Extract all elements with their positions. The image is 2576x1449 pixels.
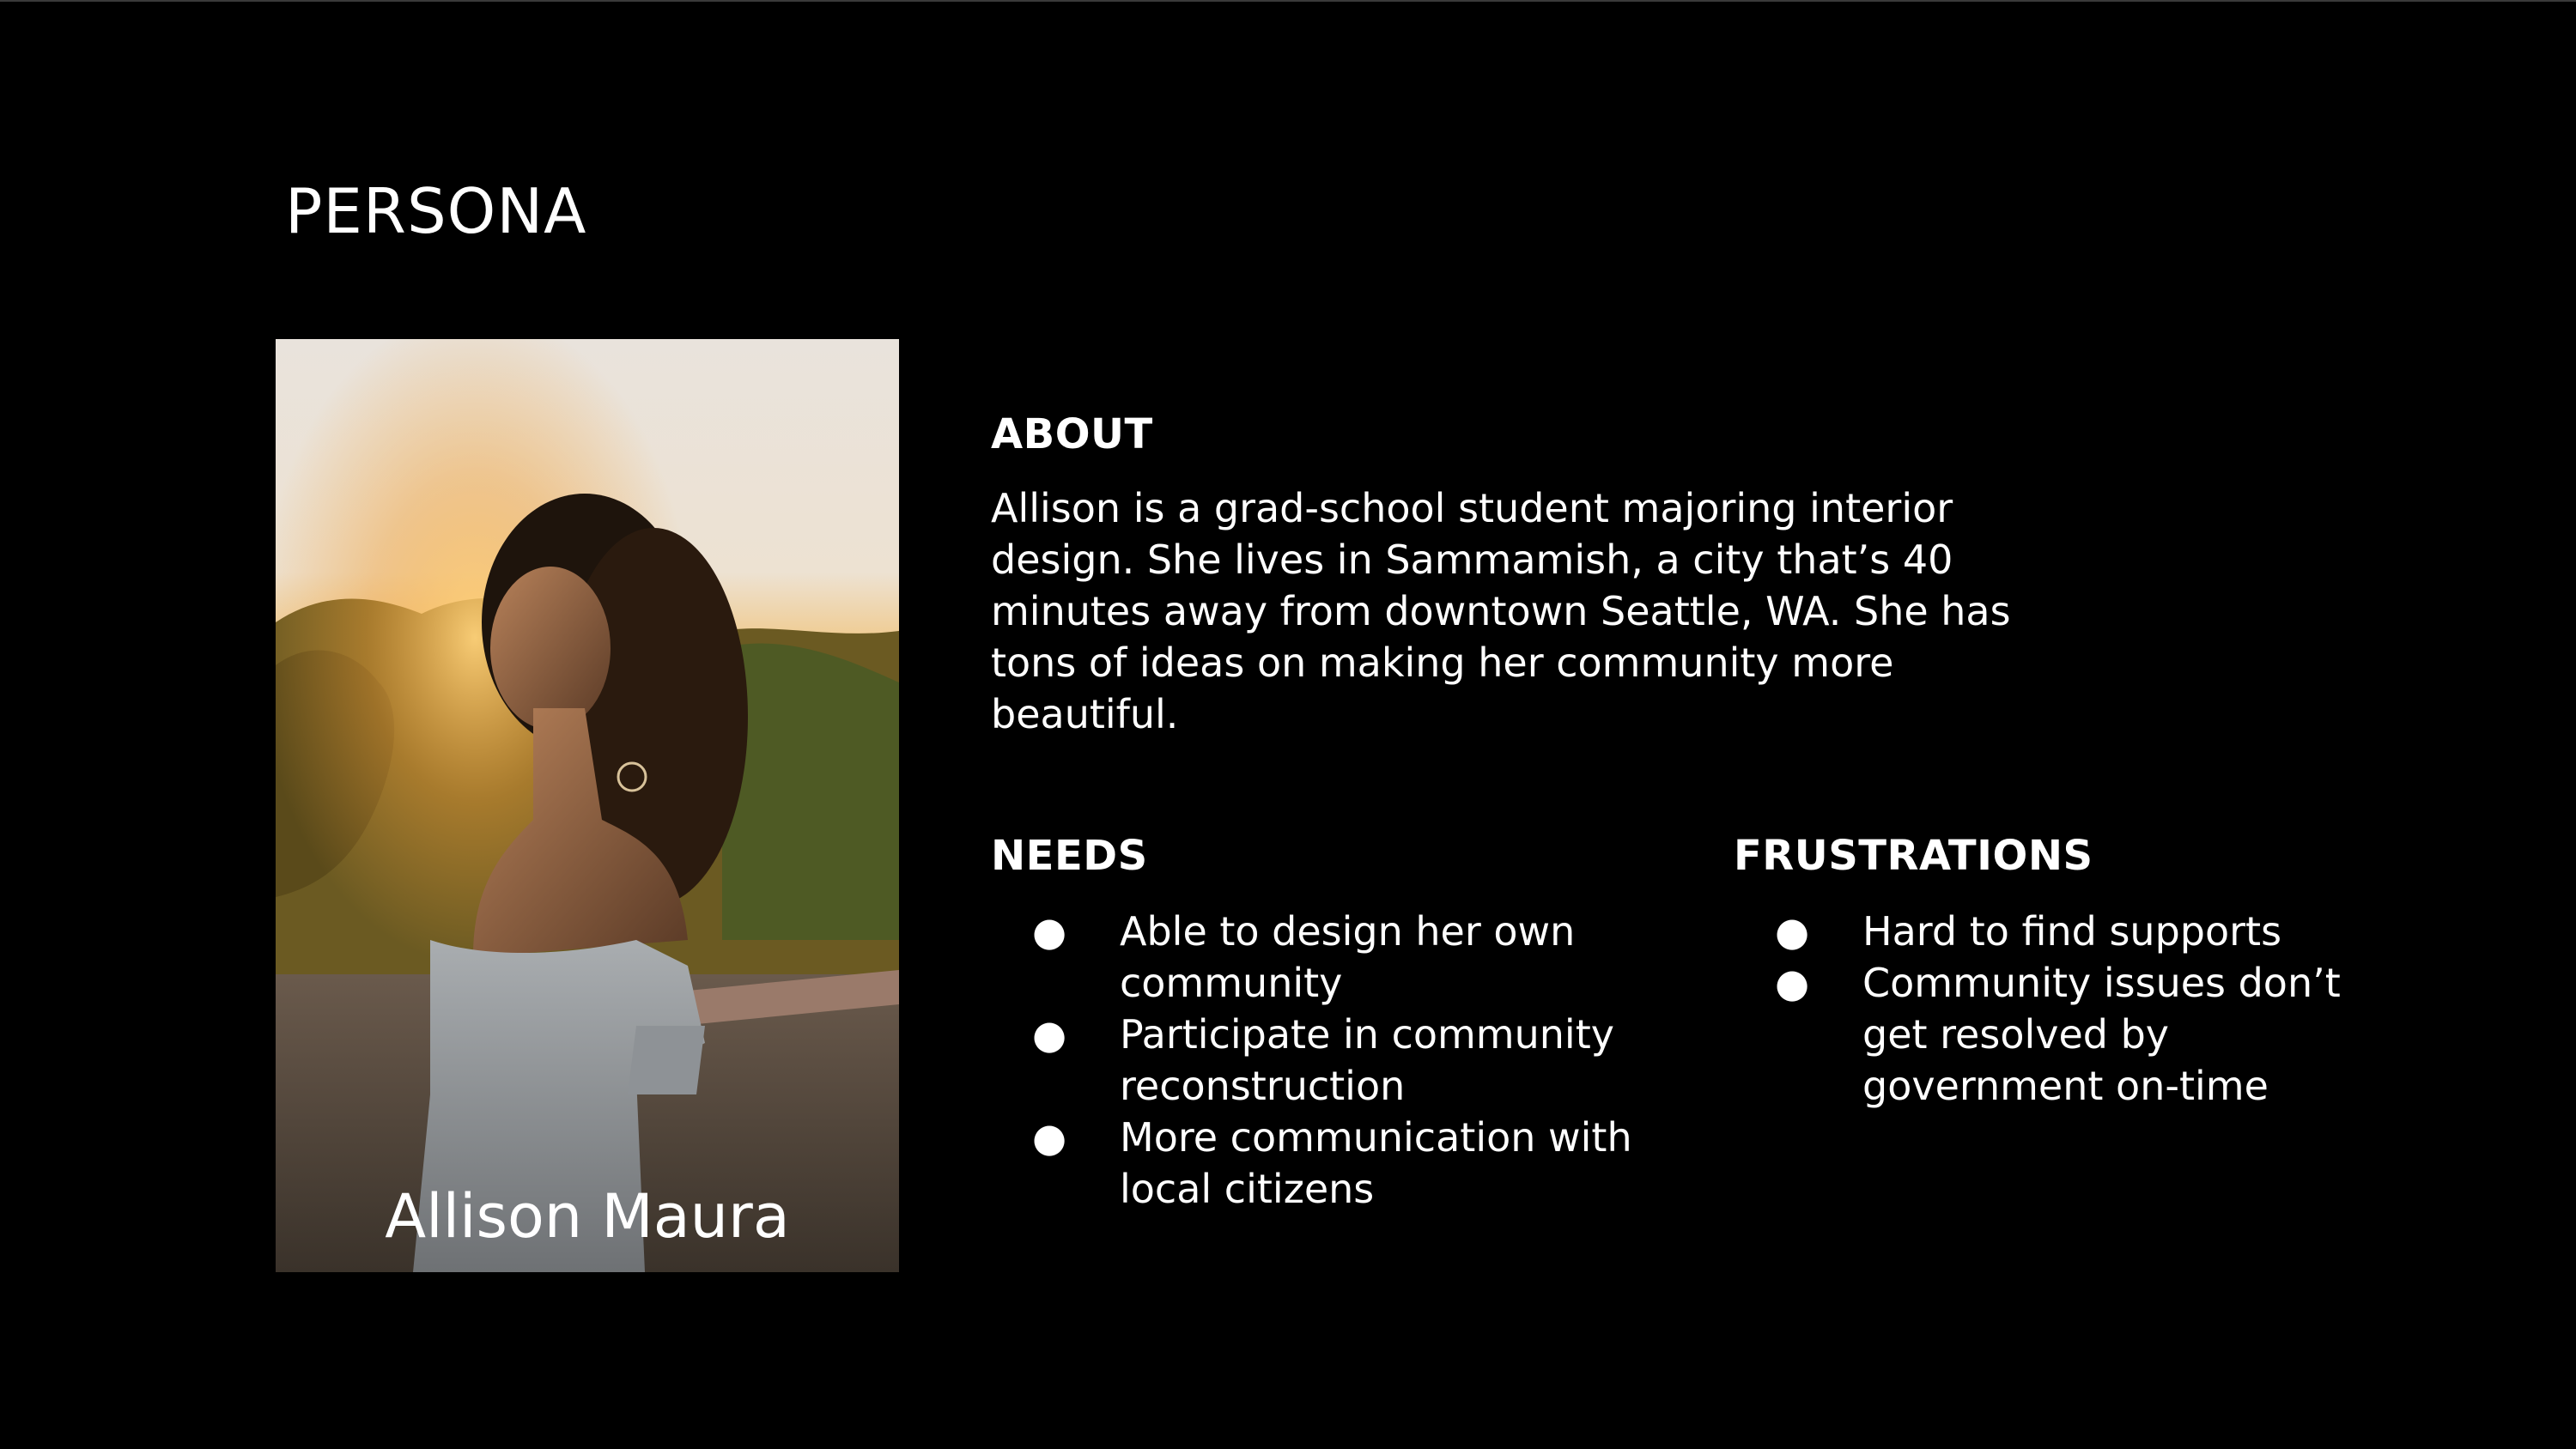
- slide-title: PERSONA: [285, 175, 587, 247]
- list-item: [991, 1112, 1643, 1215]
- about-line: design. She lives in Sammamish, a city that’s 40: [991, 537, 1953, 583]
- about-line: beautiful.: [991, 691, 1179, 737]
- list-item-text: More communication with: [1120, 1114, 1632, 1161]
- about-line: tons of ideas on making her community more: [991, 640, 1894, 686]
- needs-list: [991, 906, 1643, 1215]
- bullet-icon: ●: [1775, 960, 1810, 1006]
- list-item: [1734, 957, 2386, 1112]
- list-item-text: get resolved by: [1862, 1011, 2170, 1058]
- bullet-icon: ●: [1032, 1114, 1067, 1161]
- bullet-icon: ●: [1032, 908, 1067, 955]
- about-text: [991, 482, 2056, 740]
- frustrations-heading: FRUSTRATIONS: [1734, 832, 2093, 880]
- list-item-text: Participate in community: [1120, 1011, 1614, 1058]
- list-item-text: Able to design her own: [1120, 908, 1576, 955]
- list-item-text: reconstruction: [1120, 1063, 1406, 1109]
- list-item: [1734, 906, 2386, 957]
- list-item-text: Community issues don’t: [1862, 960, 2341, 1006]
- list-item-text: government on-time: [1862, 1063, 2269, 1109]
- persona-name: Allison Maura: [385, 1181, 790, 1252]
- list-item-text: local citizens: [1120, 1166, 1375, 1212]
- list-item: [991, 1009, 1643, 1112]
- about-heading: ABOUT: [991, 410, 1153, 458]
- persona-photo: [276, 339, 899, 1272]
- top-divider: [0, 0, 2576, 2]
- list-item-text: Hard to find supports: [1862, 908, 2282, 955]
- about-line: minutes away from downtown Seattle, WA. She has: [991, 588, 2011, 634]
- needs-heading: NEEDS: [991, 832, 1148, 880]
- bullet-icon: ●: [1032, 1011, 1067, 1058]
- about-line: Allison is a grad-school student majoring interior: [991, 485, 1953, 531]
- list-item-text: community: [1120, 960, 1343, 1006]
- list-item: [991, 906, 1643, 1009]
- frustrations-list: [1734, 906, 2386, 1112]
- portrait-photo-icon: [276, 339, 899, 1272]
- bullet-icon: ●: [1775, 908, 1810, 955]
